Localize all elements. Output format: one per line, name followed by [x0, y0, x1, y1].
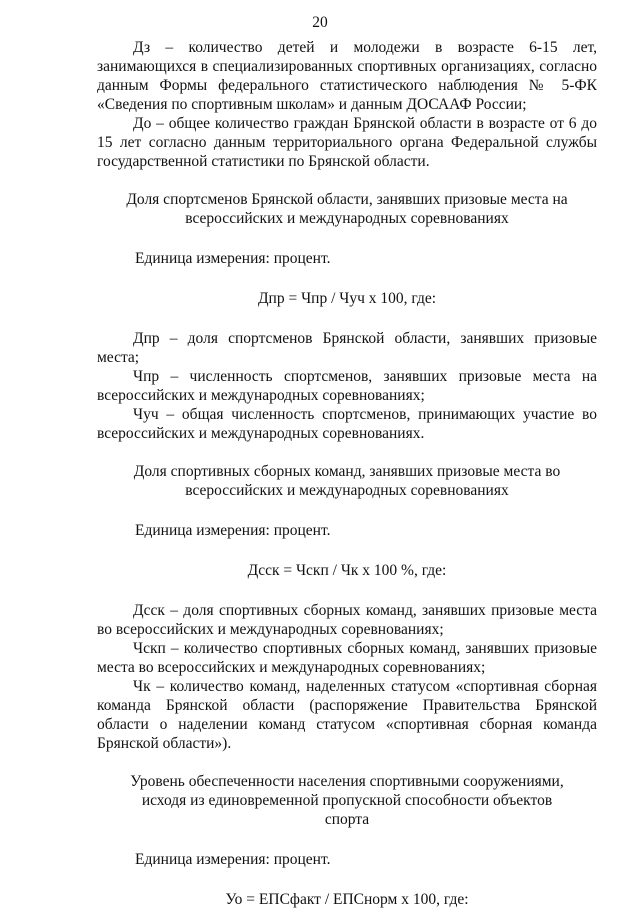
definition-chpr: Чпр – численность спортсменов, занявших призовые места на всероссийских и международных соревнованиях; [97, 368, 597, 404]
definition-chk: Чк – количество команд, наделенных статусом «спортивная сборная команда Брянской области (распоряжение Правительства Брянской области о наделении команд статусом «спортивная сборная команда Брянской области»). [97, 678, 597, 752]
unit-of-measure: Единица измерения: процент. [135, 250, 331, 267]
formula-dssk: Дсск = Чскп / Чк х 100 %, где: [247, 562, 447, 579]
definition-chuch: Чуч – общая численность спортсменов, принимающих участие во всероссийских и международных соревнованиях. [97, 406, 597, 442]
formula-dpr: Дпр = Чпр / Чуч х 100, где: [257, 290, 437, 307]
section-heading-athletes-share: Доля спортсменов Брянской области, занявших призовые места на всероссийских и международных соревнованиях [126, 191, 568, 227]
section-heading-facilities-level: Уровень обеспеченности населения спортивными сооружениями, исходя из единовременной пропускной способности объектов спорта [130, 773, 564, 828]
unit-of-measure: Единица измерения: процент. [135, 851, 331, 868]
document-body [97, 38, 597, 909]
definition-dssk: Дсск – доля спортивных сборных команд, занявших призовые места во всероссийских и международных соревнованиях; [97, 602, 597, 638]
definition-dpr: Дпр – доля спортсменов Брянской области, занявших призовые места; [97, 330, 597, 366]
section-heading-teams-share: Доля спортивных сборных команд, занявших призовые места во всероссийских и международных соревнованиях [133, 463, 561, 499]
unit-of-measure: Единица измерения: процент. [135, 522, 331, 539]
definition-dz: Дз – количество детей и молодежи в возрасте 6-15 лет, занимающихся в специализированных спортивных организациях, согласно данным Формы федерального статистического наблюдения № 5-ФК «Сведения по спортивным школам» и данным ДОСААФ России; [97, 39, 597, 113]
formula-uo: Уо = ЕПСфакт / ЕПСнорм х 100, где: [225, 891, 469, 908]
page-number: 20 [312, 14, 328, 31]
definition-chskp: Чскп – количество спортивных сборных команд, занявших призовые места во всероссийских и международных соревнованиях; [97, 640, 597, 676]
definition-do: До – общее количество граждан Брянской области в возрасте от 6 до 15 лет согласно данным территориального органа Федеральной службы государственной статистики по Брянской области. [97, 115, 597, 170]
